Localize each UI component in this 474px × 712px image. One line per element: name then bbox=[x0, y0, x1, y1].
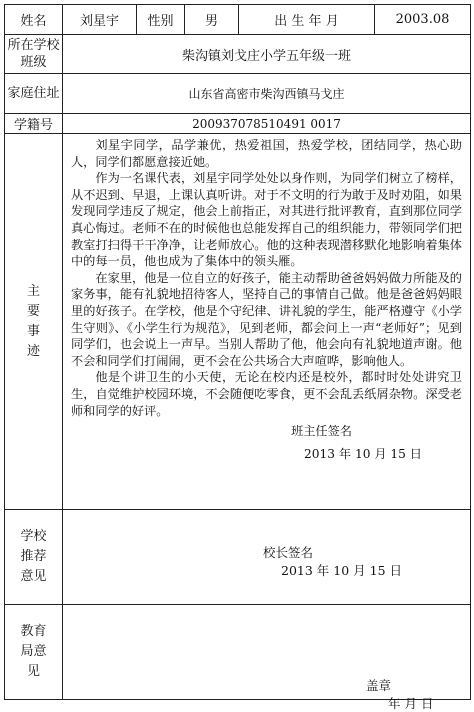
record-table bbox=[4, 4, 471, 711]
teacher-signature-label: 班主任签名 bbox=[291, 424, 352, 439]
school-label: 所在学校班级 bbox=[5, 35, 63, 74]
student-id-value: 200937078510491 0017 bbox=[63, 114, 471, 134]
row-main-deeds bbox=[5, 134, 471, 510]
row-school bbox=[5, 35, 471, 74]
school-opinion-label: 学校 推荐 意见 bbox=[5, 510, 63, 605]
main-deeds-content bbox=[63, 134, 471, 510]
school-value: 柴沟镇刘戈庄小学五年级一班 bbox=[63, 35, 471, 74]
school-opinion-content bbox=[63, 510, 471, 605]
row-school-opinion bbox=[5, 510, 471, 605]
row-edu-opinion bbox=[5, 605, 471, 700]
birth-value: 2003.08 bbox=[375, 5, 471, 35]
name-value: 刘星宇 bbox=[63, 5, 137, 35]
edu-opinion-label: 教育 局意 见 bbox=[5, 605, 63, 700]
principal-sign-date: 2013 年 10 月 15 日 bbox=[281, 563, 402, 578]
student-record-form bbox=[0, 4, 474, 711]
gender-value: 男 bbox=[185, 5, 239, 35]
student-id-label: 学籍号 bbox=[5, 114, 63, 134]
row-basic-info bbox=[5, 5, 471, 35]
teacher-sign-date: 2013 年 10 月 15 日 bbox=[304, 446, 422, 461]
row-student-id bbox=[5, 114, 471, 134]
deeds-paragraph: 作为一名课代表，刘星宇同学处处以身作则，为同学们树立了榜样，从不迟到、早退，上课认真听讲。对于不文明的行为敢于及时劝阻，如果发现同学违反了规定，他会上前指正，对其进行批评教育，直到那位同学真心悔过。老师不在的时候他也总能发挥自己的组织能力，带领同学们把教室打扫得干干净净，让老师放心。他的这种表现潜移默化地影响着集体中的每一员，他也成为了集体中的领头雁。 bbox=[71, 171, 462, 269]
row-address bbox=[5, 74, 471, 114]
deeds-paragraph: 他是个讲卫生的小天使，无论在校内还是校外，都时时处处讲究卫生，自觉维护校园环境，不会随便吃零食，更不会乱丢纸屑杂物。深受老师和同学的好评。 bbox=[71, 370, 462, 418]
deeds-paragraph: 刘星宇同学，品学兼优，热爱祖国，热爱学校，团结同学，热心助人，同学们都愿意接近她。 bbox=[71, 138, 462, 169]
birth-label: 出 生 年 月 bbox=[239, 5, 375, 35]
edu-sign-date: 年 月 日 bbox=[388, 696, 434, 711]
deeds-paragraph: 在家里，他是一位自立的好孩子，能主动帮助爸爸妈妈做力所能及的家务事，能有礼貌地招待客人，坚持自己的事情自己做。他是爸爸妈妈眼里的好孩子。在学校，他是个守纪律、讲礼貌的学生，能严格遵守《小学生守则》、《小学生行为规范》，见到老师，都会问上一声“老师好”；见到同学们，也会说上一声早。当别人帮助了他，他会向有礼貌地道声谢。他不会和同学们打闹闹，更不会在公共场合大声喧哗，影响他人。 bbox=[71, 270, 462, 368]
main-deeds-label: 主 要 事 迹 bbox=[5, 134, 63, 510]
address-label: 家庭住址 bbox=[5, 74, 63, 114]
principal-signature-label: 校长签名 bbox=[263, 545, 314, 560]
stamp-label: 盖章 bbox=[366, 678, 392, 693]
address-value: 山东省高密市柴沟西镇马戈庄 bbox=[63, 74, 471, 114]
name-label: 姓名 bbox=[5, 5, 63, 35]
edu-opinion-content bbox=[63, 605, 471, 711]
gender-label: 性别 bbox=[137, 5, 185, 35]
